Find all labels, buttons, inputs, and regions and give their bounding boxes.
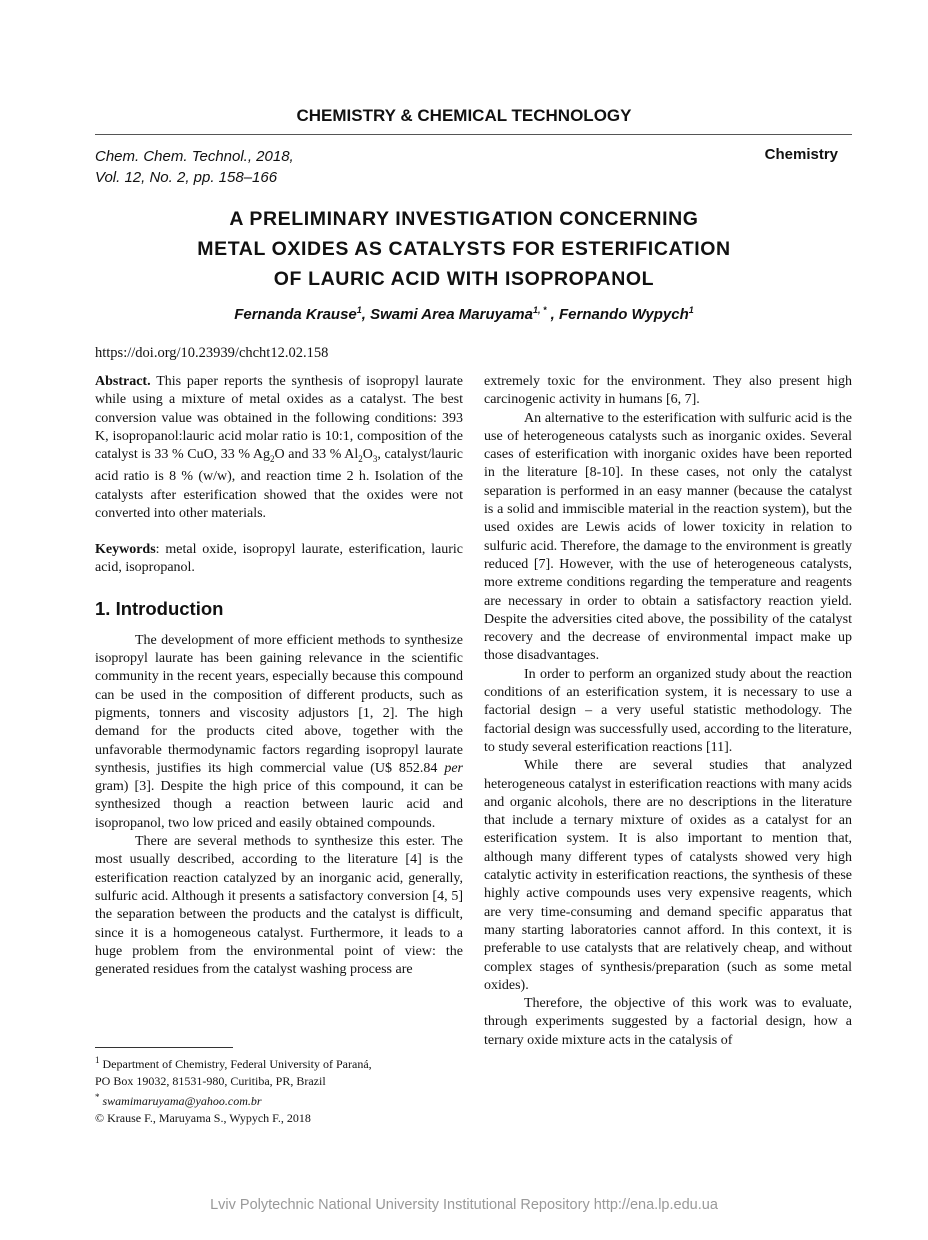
author: Swami Area Maruyama <box>370 306 533 323</box>
section-heading: 1. Introduction <box>95 597 224 619</box>
affiliation-mark: 1, * <box>532 305 547 315</box>
abstract-text: , catalyst/lauric acid ratio is 8 % (w/w), and reaction time 2 h. Isolation of the catalysts after esterification showed that the oxides were not converted into other materials. <box>95 447 463 521</box>
citation-line-1: Chem. Chem. Technol., 2018, <box>95 148 294 165</box>
footnotes <box>95 1052 372 1126</box>
paragraph: An alternative to the esterification with sulfuric acid is the use of heterogeneous catalysts such as inorganic oxides. Several cases of esterification with inorganic oxides have been reported in the literature [8-10]. In these cases, not only the catalyst separation is performed in an easy manner (because the catalyst is a solid and immiscible material in the reaction system), but the used oxides are Lewis acids of lower toxicity in relation to sulfuric acid. Therefore, the damage to the environment is greatly reduced [7]. However, with the use of heterogeneous catalysts, more extreme conditions regarding the temperature and reagents are necessary in order to obtain a satisfactory reaction yield. Despite the adversities cited above, the possibility of the catalyst recovery and the decrease of environmental impact make up those disadvantages. <box>484 410 852 664</box>
authors <box>0 305 928 323</box>
footnote-email <box>95 1089 372 1110</box>
title-line-3: OF LAURIC ACID WITH ISOPROPANOL <box>273 268 655 290</box>
affiliation-mark: 1 <box>356 305 362 315</box>
paragraph: While there are several studies that analyzed heterogeneous catalyst in esterification reactions with many acids and organic alcohols, there are no descriptions in the literature that include a ternary mixture of oxides as a catalyst for an esterification system. It is also important to mention that, although many different types of catalysts showed very high catalytic activity in esterification reactions, the synthesis of these highly active compounds uses very expensive reagents, which are very time-consuming and demand specific apparatus that many starting laboratories cannot afford. In this context, it is preferable to use catalysts that are relatively cheap, and without complex stages of synthesis/preparation (such as some metal oxides). <box>484 758 852 993</box>
citation <box>95 146 294 188</box>
abstract <box>95 373 463 523</box>
paragraph: In order to perform an organized study about the reaction conditions of an esterification system, it is necessary to use a factorial design – a very useful statistic methodology. The factorial design was successfully used, according to the literature, to study several esterification reactions [11]. <box>484 666 852 755</box>
journal-name: CHEMISTRY & CHEMICAL TECHNOLOGY <box>296 106 632 125</box>
section-label: Chemistry <box>764 146 838 163</box>
author: Fernanda Krause <box>234 306 357 323</box>
paragraph: Therefore, the objective of this work was to evaluate, through experiments suggested by a factorial design, how a ternary oxide mixture acts in the catalysis of <box>484 996 852 1048</box>
repository-footer: Lviv Polytechnic National University Institutional Repository http://ena.lp.edu.ua <box>210 1197 718 1213</box>
text: gram) [3]. Despite the high price of this compound, it can be synthesized though a reaction between lauric acid and isopropanol, two low priced and easily obtained compounds. <box>95 779 463 831</box>
footnote-mark: * <box>95 1092 100 1102</box>
abstract-text: This paper reports the synthesis of isopropyl laurate while using a mixture of metal oxides as a catalyst. The best conversion value was obtained in the following conditions: 393 K, isopropanol:lauric acid molar ratio is 10:1, composition of the catalyst is 33 % CuO, 33 % Ag <box>95 374 463 463</box>
citation-line-2: Vol. 12, No. 2, pp. 158–166 <box>95 169 278 186</box>
title-line-1: A PRELIMINARY INVESTIGATION CONCERNING <box>229 208 699 230</box>
email-link[interactable]: swamimaruyama@yahoo.com.br <box>99 1094 262 1108</box>
paragraph: There are several methods to synthesize this ester. The most usually described, according to the literature [4] is the esterification reaction catalyzed by an inorganic acid, generally, sulfuric acid. Although it presents a satisfactory conversion [4, 5] the separation between the products and the catalyst is difficult, since it is a homogeneous catalyst. Furthermore, it leads to a huge problem from the environmental point of view: the generated residues from the catalyst washing process are <box>95 834 463 978</box>
paper-title <box>0 204 928 294</box>
abstract-text: O <box>362 447 373 463</box>
left-column <box>95 373 463 979</box>
text: Department of Chemistry, Federal University of Paraná, <box>99 1057 372 1071</box>
abstract-label: Abstract. <box>95 374 151 389</box>
abstract-text: O and 33 % Al <box>274 447 359 463</box>
title-line-2: METAL OXIDES AS CATALYSTS FOR ESTERIFICATION <box>197 238 731 260</box>
paragraph: extremely toxic for the environment. They also present high carcinogenic activity in humans [6, 7]. <box>484 374 852 408</box>
footnote-mark: 1 <box>95 1055 100 1065</box>
separator: , <box>361 306 371 323</box>
paragraph <box>95 632 463 833</box>
header-rule <box>95 134 852 135</box>
text: The development of more efficient methods to synthesize isopropyl laurate has been gaining relevance in the scientific community in the recent years, especially because this compound can be used in the composition of different products, such as pigments, tonners and viscosity adjustors [1, 2]. The high demand for the products cited above, together with the unfavorable thermodynamic factors regarding isopropyl laurate synthesis, justifies its high commercial value (U$ 852.84 <box>95 632 463 776</box>
separator: , <box>550 306 560 323</box>
footnote-address: PO Box 19032, 81531-980, Curitiba, PR, Brazil <box>95 1073 326 1088</box>
keywords-label: Keywords <box>95 542 156 558</box>
keywords <box>95 541 463 578</box>
right-column <box>484 373 852 1050</box>
doi-link[interactable]: https://doi.org/10.23939/chcht12.02.158 <box>95 345 329 361</box>
footnote-rule <box>95 1047 233 1048</box>
subscript: 2 <box>270 453 275 464</box>
affiliation-mark: 1 <box>688 305 694 315</box>
subscript: 2 <box>358 453 363 464</box>
subscript: 3 <box>372 453 378 464</box>
italic-text: per <box>444 760 463 776</box>
copyright: © Krause F., Maruyama S., Wypych F., 2018 <box>95 1110 311 1125</box>
keywords-text: : metal oxide, isopropyl laurate, esterification, lauric acid, isopropanol. <box>95 542 463 576</box>
footnote-affiliation <box>95 1052 372 1073</box>
author: Fernando Wypych <box>559 306 689 323</box>
